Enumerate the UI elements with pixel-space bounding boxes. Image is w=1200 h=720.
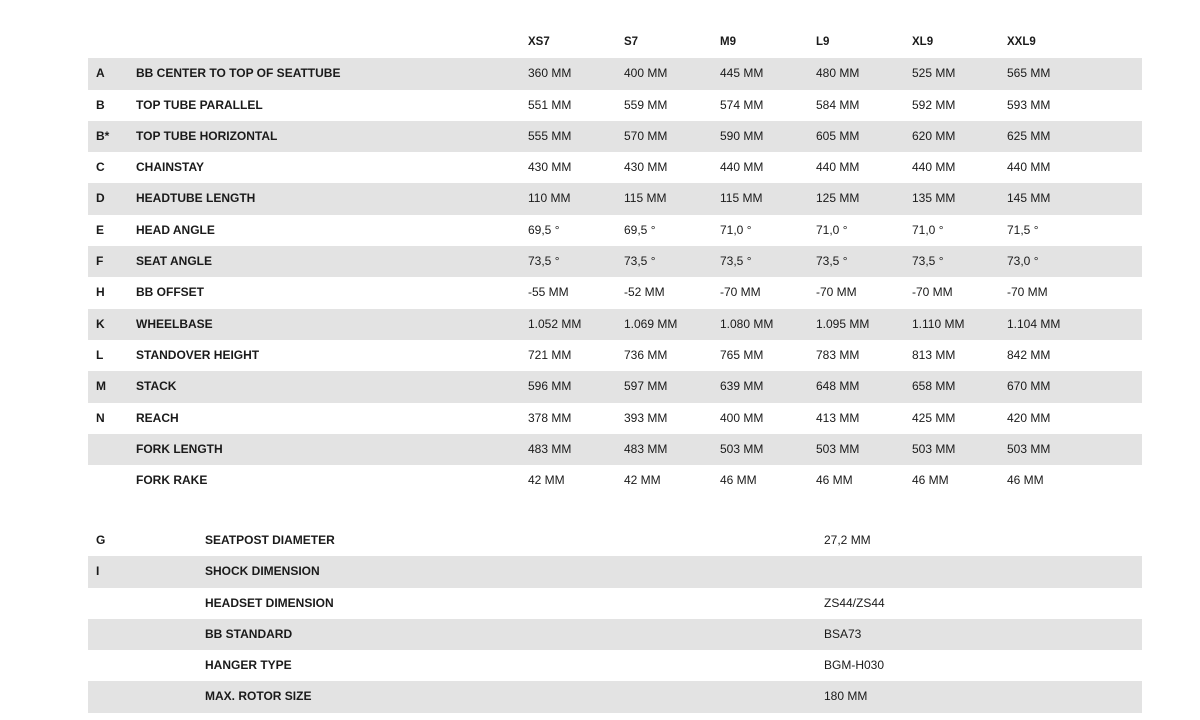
size-header: XXL9 [1007, 36, 1036, 48]
size-value: 440 MM [720, 160, 764, 175]
row-label: STACK [136, 379, 177, 394]
table-row [88, 371, 1142, 402]
size-header: S7 [624, 36, 639, 48]
size-value: 1.052 MM [528, 316, 582, 331]
size-value: -70 MM [1007, 285, 1048, 300]
size-value: -70 MM [720, 285, 761, 300]
table-row [88, 246, 1142, 277]
size-value: 440 MM [912, 160, 956, 175]
geometry-table [88, 27, 1142, 496]
size-value: -70 MM [912, 285, 953, 300]
size-value: 430 MM [624, 160, 668, 175]
size-value: 71,0 ° [720, 222, 752, 237]
size-value: 596 MM [528, 379, 572, 394]
size-value: 42 MM [528, 473, 565, 488]
size-value: 721 MM [528, 347, 572, 362]
row-label: REACH [136, 410, 179, 425]
size-value: 570 MM [624, 128, 668, 143]
table-row [88, 403, 1142, 434]
row-label: CHAINSTAY [136, 160, 205, 175]
spec-value: ZS44/ZS44 [824, 595, 885, 610]
spec-row [88, 619, 1142, 650]
spec-value: BGM-H030 [824, 658, 885, 673]
size-value: 71,0 ° [912, 222, 944, 237]
table-row [88, 58, 1142, 89]
size-value: 69,5 ° [528, 222, 560, 237]
spec-label: HANGER TYPE [205, 658, 292, 673]
spec-row [88, 650, 1142, 681]
size-value: 440 MM [816, 160, 860, 175]
size-value: 736 MM [624, 347, 668, 362]
size-value: 1.080 MM [720, 316, 774, 331]
size-value: 813 MM [912, 347, 956, 362]
size-value: 115 MM [624, 191, 667, 206]
size-value: 73,5 ° [624, 254, 656, 269]
size-value: 125 MM [816, 191, 860, 206]
size-value: 360 MM [528, 66, 572, 81]
row-label: BB OFFSET [136, 285, 204, 300]
size-value: 400 MM [720, 410, 764, 425]
size-value: 378 MM [528, 410, 572, 425]
row-label: HEADTUBE LENGTH [136, 191, 256, 206]
row-label: BB CENTER TO TOP OF SEATTUBE [136, 66, 341, 81]
size-value: 73,5 ° [816, 254, 848, 269]
size-value: -70 MM [816, 285, 857, 300]
row-code: L [96, 347, 104, 362]
size-value: 525 MM [912, 66, 956, 81]
size-value: 420 MM [1007, 410, 1051, 425]
size-value: 46 MM [816, 473, 853, 488]
size-value: 605 MM [816, 128, 860, 143]
table-row [88, 90, 1142, 121]
table-row [88, 215, 1142, 246]
size-header: M9 [720, 36, 736, 48]
size-value: 670 MM [1007, 379, 1051, 394]
size-value: 648 MM [816, 379, 860, 394]
size-value: 639 MM [720, 379, 764, 394]
size-value: 483 MM [528, 441, 572, 456]
size-value: 503 MM [912, 441, 956, 456]
spec-label: BB STANDARD [205, 626, 293, 641]
row-label: FORK RAKE [136, 473, 208, 488]
size-value: 135 MM [912, 191, 956, 206]
spec-label: SHOCK DIMENSION [205, 564, 320, 579]
row-code: C [96, 160, 105, 175]
size-value: 783 MM [816, 347, 860, 362]
size-value: 73,0 ° [1007, 254, 1039, 269]
size-value: 46 MM [1007, 473, 1044, 488]
size-value: 592 MM [912, 97, 956, 112]
size-value: -55 MM [528, 285, 569, 300]
table-row [88, 465, 1142, 496]
size-value: 1.069 MM [624, 316, 678, 331]
table-row [88, 309, 1142, 340]
table-row [88, 434, 1142, 465]
size-value: 625 MM [1007, 128, 1051, 143]
row-label: STANDOVER HEIGHT [136, 347, 260, 362]
size-value: 565 MM [1007, 66, 1051, 81]
row-code: B [96, 97, 105, 112]
size-value: 46 MM [720, 473, 757, 488]
row-code: N [96, 410, 105, 425]
size-value: 71,0 ° [816, 222, 848, 237]
size-value: 110 MM [528, 191, 571, 206]
spec-value: 180 MM [824, 689, 868, 704]
size-value: 503 MM [1007, 441, 1051, 456]
row-code: F [96, 254, 104, 269]
row-label: WHEELBASE [136, 316, 213, 331]
table-row [88, 277, 1142, 308]
row-code: A [96, 66, 105, 81]
row-label: HEAD ANGLE [136, 222, 215, 237]
size-value: 71,5 ° [1007, 222, 1039, 237]
row-code: M [96, 379, 106, 394]
spec-label: MAX. ROTOR SIZE [205, 689, 312, 704]
size-value: 480 MM [816, 66, 860, 81]
size-value: 69,5 ° [624, 222, 656, 237]
size-value: 551 MM [528, 97, 572, 112]
size-value: 413 MM [816, 410, 860, 425]
size-header: L9 [816, 36, 830, 48]
geometry-rows [88, 58, 1142, 496]
size-value: 1.110 MM [912, 316, 965, 331]
size-value: 1.095 MM [816, 316, 870, 331]
size-value: 42 MM [624, 473, 661, 488]
size-value: 503 MM [816, 441, 860, 456]
size-value: 620 MM [912, 128, 956, 143]
size-header: XL9 [912, 36, 934, 48]
size-value: 393 MM [624, 410, 668, 425]
table-row [88, 121, 1142, 152]
spec-code: I [96, 564, 100, 579]
row-code: D [96, 191, 105, 206]
row-label: FORK LENGTH [136, 441, 223, 456]
row-code: B* [96, 128, 110, 143]
size-value: 658 MM [912, 379, 956, 394]
size-value: 590 MM [720, 128, 764, 143]
size-value: 425 MM [912, 410, 956, 425]
spec-row [88, 556, 1142, 587]
size-value: 555 MM [528, 128, 572, 143]
spec-label: SEATPOST DIAMETER [205, 533, 335, 547]
size-value: 73,5 ° [528, 254, 560, 269]
row-label: TOP TUBE HORIZONTAL [136, 128, 278, 143]
table-row [88, 152, 1142, 183]
size-header-row [88, 27, 1142, 58]
size-value: -52 MM [624, 285, 665, 300]
size-value: 559 MM [624, 97, 668, 112]
size-value: 503 MM [720, 441, 764, 456]
row-code: K [96, 316, 105, 331]
table-row [88, 183, 1142, 214]
size-value: 145 MM [1007, 191, 1051, 206]
size-header: XS7 [528, 36, 550, 48]
size-value: 46 MM [912, 473, 949, 488]
row-code: H [96, 285, 105, 300]
table-row [88, 340, 1142, 371]
size-value: 842 MM [1007, 347, 1051, 362]
spec-table [88, 525, 1142, 713]
size-value: 430 MM [528, 160, 572, 175]
spec-row [88, 525, 1142, 556]
spec-value: 27,2 MM [824, 533, 871, 547]
size-value: 73,5 ° [912, 254, 944, 269]
size-value: 1.104 MM [1007, 316, 1061, 331]
spec-row [88, 681, 1142, 712]
spec-code: G [96, 533, 106, 547]
size-value: 584 MM [816, 97, 860, 112]
row-label: SEAT ANGLE [136, 254, 213, 269]
size-value: 765 MM [720, 347, 764, 362]
size-value: 73,5 ° [720, 254, 752, 269]
size-value: 574 MM [720, 97, 764, 112]
spec-value: BSA73 [824, 626, 862, 641]
size-value: 115 MM [720, 191, 763, 206]
spec-row [88, 588, 1142, 619]
size-value: 597 MM [624, 379, 668, 394]
row-label: TOP TUBE PARALLEL [136, 97, 263, 112]
size-value: 483 MM [624, 441, 668, 456]
size-value: 400 MM [624, 66, 668, 81]
size-value: 445 MM [720, 66, 764, 81]
size-value: 440 MM [1007, 160, 1051, 175]
size-value: 593 MM [1007, 97, 1051, 112]
spec-label: HEADSET DIMENSION [205, 595, 334, 610]
row-code: E [96, 222, 105, 237]
